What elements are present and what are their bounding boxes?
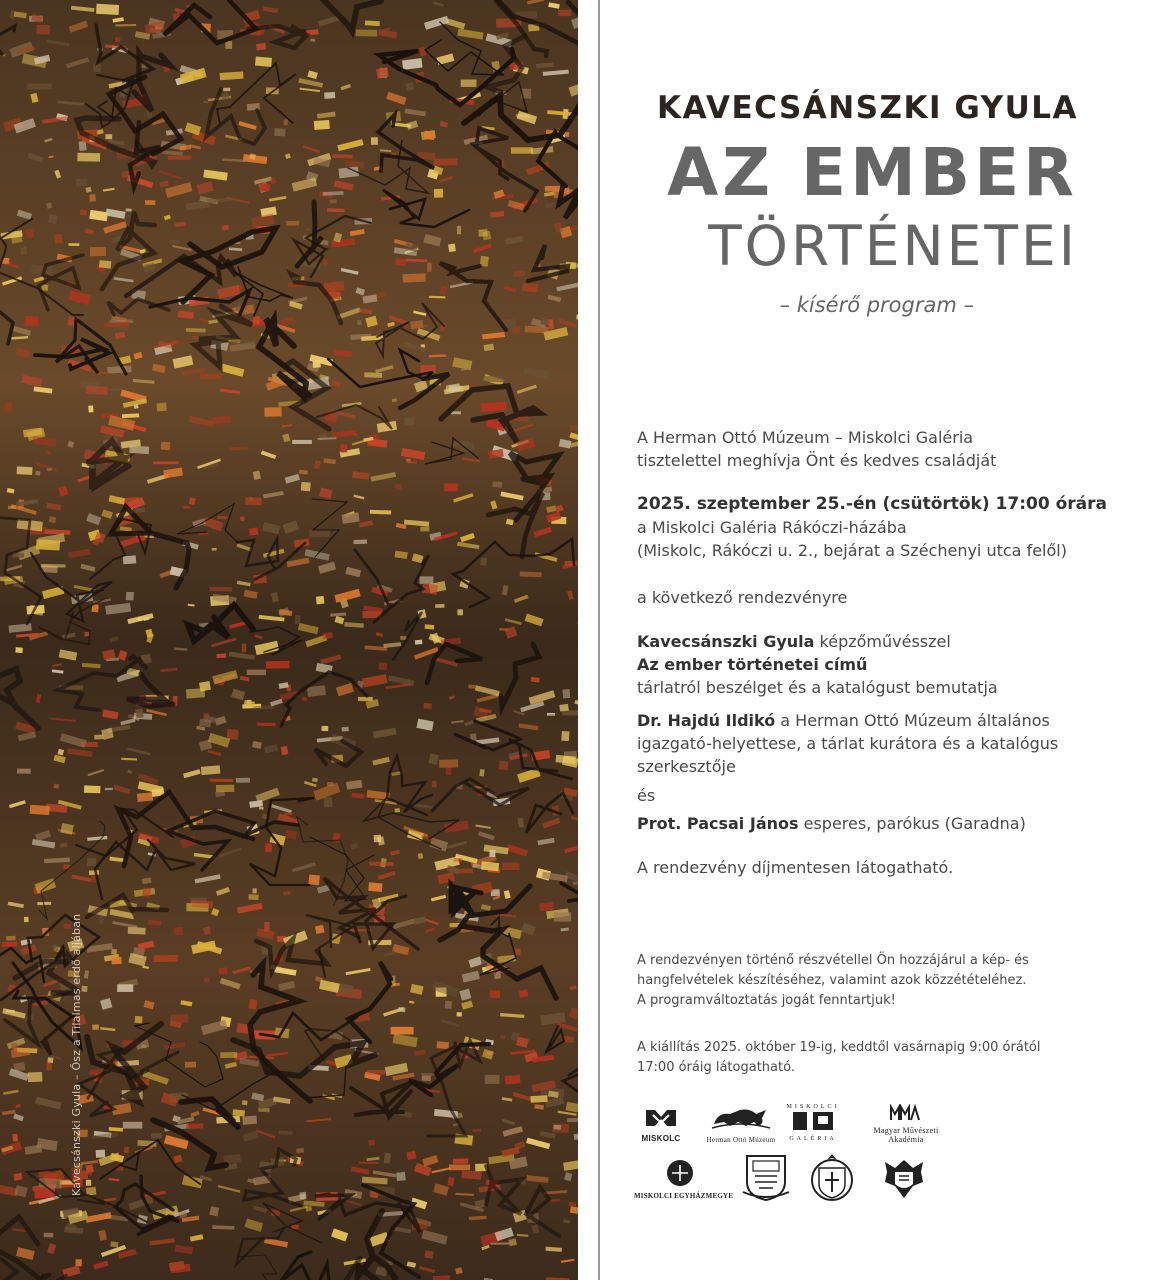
miskolci-galeria-logo [783,1104,843,1142]
talk-description: tárlatról beszélget és a katalógust bemutatja [637,678,998,697]
museum-logo-label: Herman Ottó Múzeum [706,1136,776,1144]
artist-name: KAVECSÁNSZKI GYULA [657,90,1078,126]
event-intro: a következő rendezvényre [637,588,848,607]
exhibition-hours-line1: A kiállítás 2025. október 19-ig, keddtől vasárnapig 9:00 órától [637,1040,1041,1055]
museum-animal-icon [710,1104,772,1132]
egyhazmegye-label: MISKOLCI EGYHÁZMEGYE [634,1192,734,1200]
speaker3-role: esperes, parókus (Garadna) [798,814,1026,833]
galeria-logo-top: MISKOLCI [786,1104,840,1110]
miskolc-logo-label: MISKOLC [641,1134,681,1143]
painting-caption: Kavecsánszki Gyula – Ősz a Tilalmas erdő aljában [70,913,83,1196]
mma-label-2: Akadémia [888,1135,924,1144]
church-crest-logo [806,1152,858,1208]
speaker2 [637,709,1050,732]
speaker2-name: Dr. Hajdú Ildikó [637,711,776,730]
university-crest-icon [741,1152,791,1202]
speaker1-role: képzőművésszel [814,632,951,651]
church-crest-icon [807,1152,857,1204]
university-crest-logo [740,1152,792,1206]
miskolci-egyhazmegye-logo [634,1158,734,1200]
event-date: 2025. szeptember 25.-én (csütörtök) 17:00 órára [637,494,1107,514]
consent-line2: hangfelvételek készítéséhez, valamint azok közzétételéhez. [637,973,1027,988]
miskolc-emblem-icon [644,1106,678,1130]
speaker3 [637,812,1026,835]
consent-line1: A rendezvényen történő részvétellel Ön hozzájárul a kép- és [637,953,1029,968]
and-text: és [637,786,656,805]
exhibition-name: Az ember történetei című [637,655,868,674]
free-entry: A rendezvény díjmentesen látogatható. [637,858,954,877]
exhibition-title-line2: TÖRTÉNETEI [708,214,1078,278]
event-address: (Miskolc, Rákóczi u. 2., bejárat a Széchenyi utca felől) [637,541,1067,560]
reformed-crest-icon [881,1158,927,1200]
speaker2-role-2: igazgató-helyettese, a tárlat kurátora és a katalógus [637,734,1059,753]
event-venue: a Miskolci Galéria Rákóczi-házába [637,518,907,537]
galeria-emblem-icon [791,1110,835,1132]
speaker2-role-1: a Herman Ottó Múzeum általános [775,711,1050,730]
exhibition-hours-line2: 17:00 óráig látogatható. [637,1060,795,1075]
invitation-line2: tisztelettel meghívja Önt és kedves családját [637,451,997,470]
speaker2-role-3: szerkesztője [637,757,736,776]
consent-line3: A programváltoztatás jogát fenntartjuk! [637,993,896,1008]
herman-otto-museum-logo [704,1104,778,1144]
speaker3-name: Prot. Pacsai János [637,814,799,833]
miskolc-logo [636,1106,686,1143]
speaker1-name: Kavecsánszki Gyula [637,632,815,651]
speaker1 [637,630,951,653]
exhibition-title-line1: AZ EMBER [667,134,1078,211]
mma-label-1: Magyar Művészeti [873,1126,939,1135]
mma-emblem-icon [889,1104,923,1122]
galeria-logo-bottom: GALÉRIA [789,1136,837,1142]
mma-logo [862,1104,950,1144]
reformed-church-logo [880,1158,928,1204]
cross-circle-icon [665,1158,695,1188]
invitation-line1: A Herman Ottó Múzeum – Miskolci Galéria [637,428,974,447]
subtitle: – kísérő program – [779,293,974,317]
